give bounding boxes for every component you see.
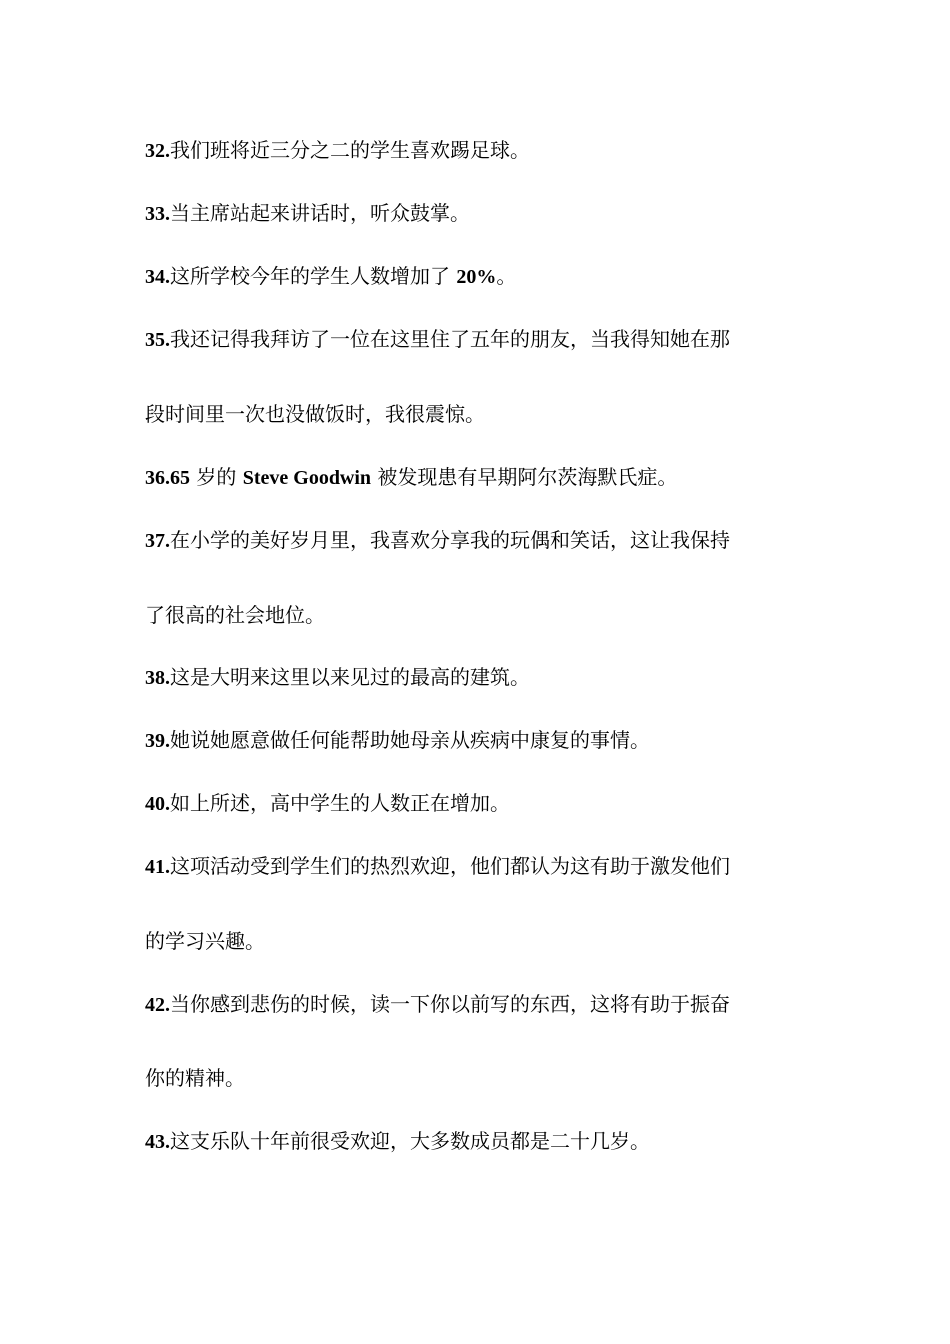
item-35-line-2: [145, 398, 815, 430]
item-number: 36.: [145, 467, 170, 489]
item-text: 当主席站起来讲话时，听众鼓掌。: [170, 201, 470, 225]
item-text: 你的精神。: [145, 1066, 245, 1090]
item-text: 这项活动受到学生们的热烈欢迎，他们都认为这有助于激发他们: [170, 854, 730, 878]
item-text: 这是大明来这里以来见过的最高的建筑。: [170, 665, 530, 689]
item-42-line-2: [145, 1062, 815, 1094]
item-number: 35.: [145, 329, 170, 351]
item-38: [145, 661, 815, 693]
item-number: 41.: [145, 856, 170, 878]
item-text: 我还记得我拜访了一位在这里住了五年的朋友，当我得知她在那: [170, 327, 730, 351]
item-37-line-2: [145, 599, 815, 631]
item-number: 33.: [145, 203, 170, 225]
item-35-line-1: [145, 323, 815, 355]
item-34: [145, 260, 815, 292]
item-text: 这支乐队十年前很受欢迎，大多数成员都是二十几岁。: [170, 1129, 650, 1153]
item-39: [145, 724, 815, 756]
item-text: 的学习兴趣。: [145, 929, 265, 953]
item-text: 在小学的美好岁月里，我喜欢分享我的玩偶和笑话，这让我保持: [170, 528, 730, 552]
item-number: 40.: [145, 793, 170, 815]
item-42-line-1: [145, 988, 815, 1020]
item-text: 了很高的社会地位。: [145, 603, 325, 627]
item-number: 43.: [145, 1131, 170, 1153]
item-32: [145, 134, 815, 166]
item-text: 当你感到悲伤的时候，读一下你以前写的东西，这将有助于振奋: [170, 992, 730, 1016]
item-41-line-2: [145, 925, 815, 957]
item-number: 38.: [145, 667, 170, 689]
item-number: 32.: [145, 140, 170, 162]
item-person-name: Steve Goodwin: [242, 467, 372, 489]
item-number: 37.: [145, 530, 170, 552]
item-percentage: 20%: [456, 266, 497, 288]
item-41-line-1: [145, 850, 815, 882]
item-number: 34.: [145, 266, 170, 288]
item-age: 65: [170, 467, 190, 489]
item-text: 如上所述，高中学生的人数正在增加。: [170, 791, 510, 815]
item-40: [145, 787, 815, 819]
item-text: 她说她愿意做任何能帮助她母亲从疾病中康复的事情。: [170, 728, 650, 752]
item-number: 39.: [145, 730, 170, 752]
item-36: [145, 461, 815, 493]
item-text: 段时间里一次也没做饭时，我很震惊。: [145, 402, 485, 426]
item-text: 岁的: [190, 465, 243, 489]
item-37-line-1: [145, 524, 815, 556]
item-number: 42.: [145, 994, 170, 1016]
item-text: 这所学校今年的学生人数增加了: [170, 264, 457, 288]
item-text: 被发现患有早期阿尔茨海默氏症。: [371, 465, 678, 489]
item-text: 我们班将近三分之二的学生喜欢踢足球。: [170, 138, 530, 162]
item-33: [145, 197, 815, 229]
item-43: [145, 1125, 815, 1157]
item-text: 。: [496, 264, 517, 288]
